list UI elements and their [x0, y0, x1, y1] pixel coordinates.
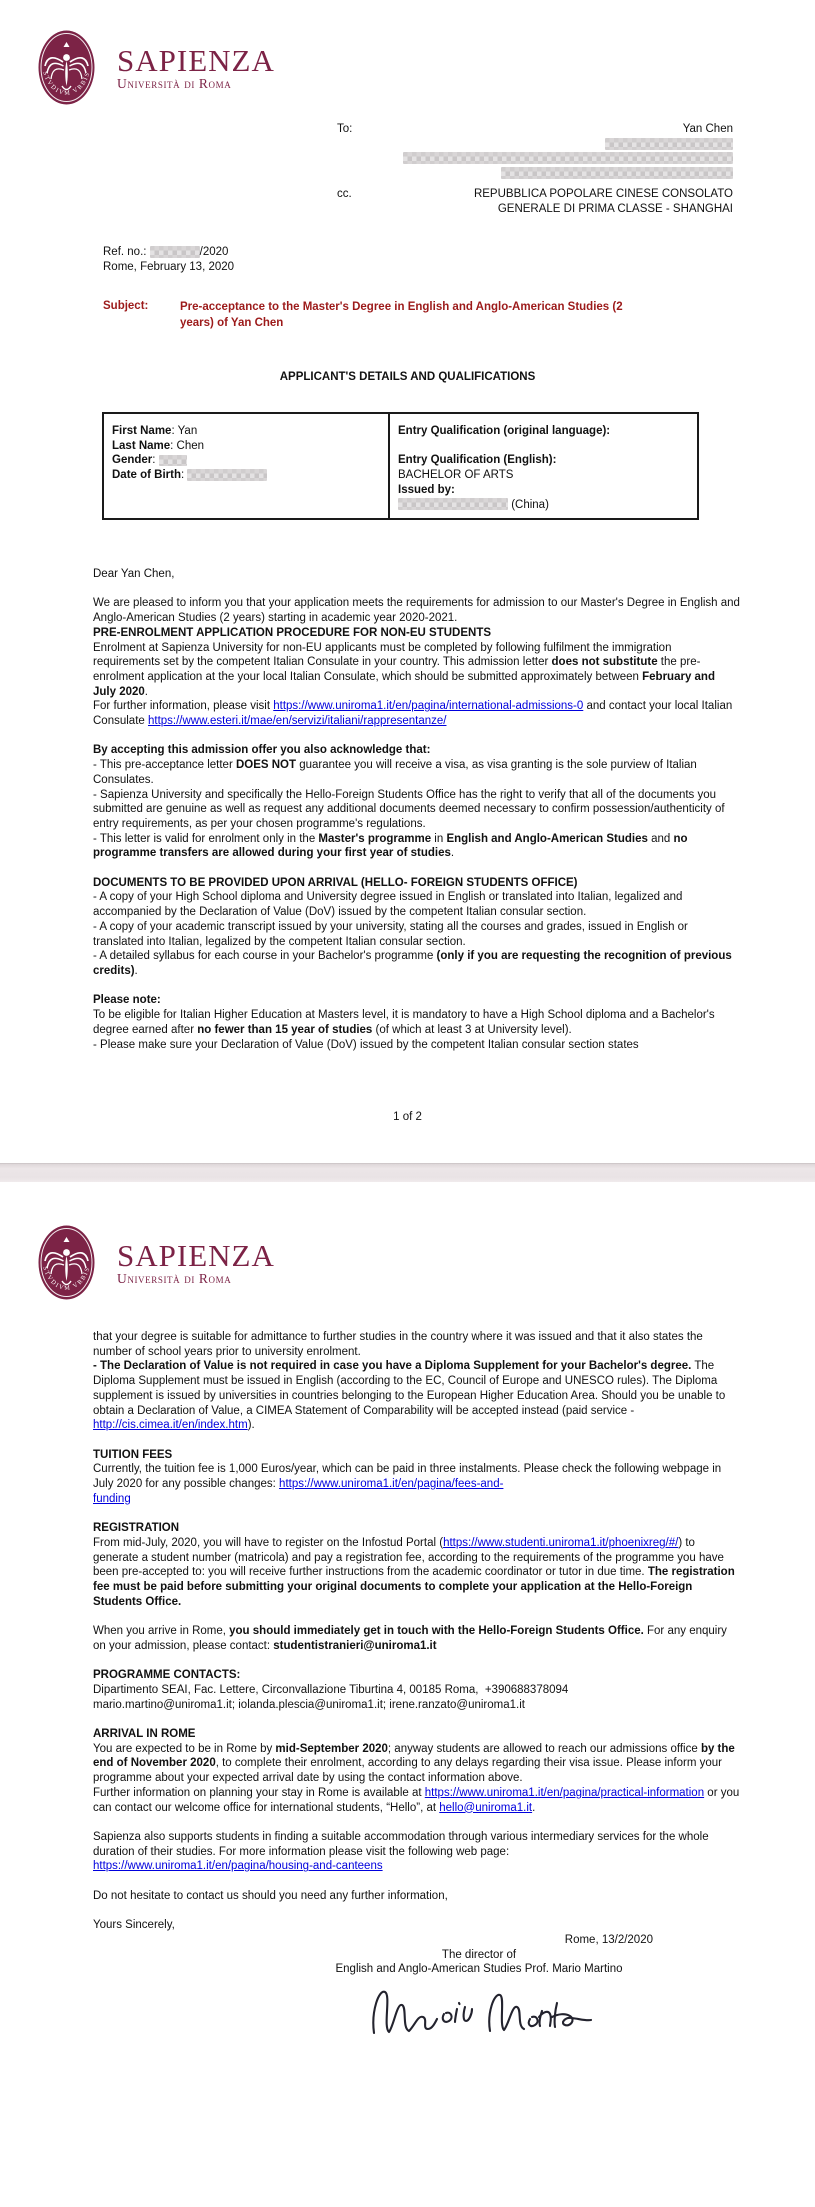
text-segment: no programme transfers are allowed during your first year of studies — [93, 832, 688, 860]
text-segment: does not substitute — [551, 656, 658, 669]
redacted-text — [605, 138, 733, 150]
cc-line: GENERALE DI PRIMA CLASSE - SHANGHAI — [497, 202, 733, 215]
sapienza-wordmark — [117, 43, 275, 91]
paragraph — [398, 483, 689, 498]
redacted-address — [385, 137, 733, 181]
paragraph — [112, 439, 380, 454]
paragraph — [93, 1038, 741, 1053]
text-segment: : Chen — [170, 439, 205, 452]
paragraph — [93, 1448, 741, 1463]
text-segment: : Yan — [171, 425, 198, 437]
text-segment: by the end of November 2020 — [93, 1742, 735, 1770]
text-segment: - This letter is valid for enrolment only in the — [93, 832, 319, 845]
hyperlink[interactable]: https://www.studenti.uniroma1.it/phoenixreg/#/ — [443, 1536, 679, 1549]
director-line: The director of — [441, 1948, 517, 1961]
text-segment: or you can contact our welcome office for international students, “Hello”, at — [93, 1786, 740, 1814]
paragraph — [93, 1859, 741, 1874]
text-segment: guarantee you will receive a visa, as visa granting is the sole purview of Italian Consulates. — [93, 759, 697, 786]
cc-label: cc. — [337, 187, 352, 200]
text-segment: BACHELOR OF ARTS — [398, 469, 514, 482]
redacted-text — [187, 469, 267, 481]
sapienza-logo — [38, 30, 275, 105]
blank-line — [93, 1712, 741, 1727]
text-segment: Entry Qualification (English): — [398, 454, 557, 467]
wordmark-main: SAPIENZA — [117, 43, 275, 78]
text-segment: The registration fee must be paid before submitting your original documents to complete your application at the Hello-Foreign Students Office. — [93, 1566, 735, 1608]
to-label: To: — [337, 123, 353, 135]
paragraph — [93, 788, 741, 832]
paragraph — [93, 1918, 741, 1933]
text-segment: When you arrive in Rome, — [93, 1625, 230, 1638]
text-segment: - A copy of your academic transcript issued by your university, stating all the courses and grades, issued in English or translated into Italian, legalized by the competent Italian consular section. — [93, 920, 688, 948]
paragraph — [93, 1536, 741, 1610]
wordmark-subtitle: Università di Roma — [117, 1271, 232, 1286]
text-segment: Further information on planning your stay in Rome is available at — [93, 1786, 425, 1799]
text-segment: The Diploma Supplement must be issued in English (according to the EC, Council of Europe and UNESCO rules). The Diploma supplement is issued by universities in countries belonging to the European Higher Education Area. Should you be unable to obtain a Declaration of Value, a CIMEA Statement of Comparability will be accepted instead (paid service - — [93, 1360, 726, 1417]
paragraph — [93, 596, 741, 625]
text-segment: - This pre-acceptance letter — [93, 759, 236, 772]
text-segment: Entry Qualification (original language): — [398, 425, 611, 437]
paragraph — [93, 1008, 741, 1037]
date-line: Rome, February 13, 2020 — [103, 260, 235, 273]
text-segment: the pre-enrolment application at the your local Italian Consulate, which should be submitted approximately between — [93, 656, 701, 683]
text-segment: . — [450, 847, 455, 860]
blank-line — [93, 582, 741, 597]
redacted-text — [398, 498, 508, 510]
emblem-motto: STVDIVM VRBIS — [41, 70, 92, 97]
blank-line — [93, 979, 741, 994]
paragraph — [93, 876, 741, 891]
redacted-address-line — [385, 137, 733, 152]
text-segment: For any enquiry on your admission, please contact: — [93, 1625, 727, 1652]
text-segment: : — [181, 469, 188, 482]
paragraph — [93, 920, 741, 949]
text-segment: ). — [247, 1419, 255, 1432]
redacted-address-line — [385, 151, 733, 166]
paragraph — [93, 1683, 741, 1698]
redacted-address-line — [385, 166, 733, 181]
text-segment: Gender — [112, 454, 153, 467]
blank-line — [93, 729, 741, 744]
page2-paragraphs — [93, 1330, 741, 1933]
table-cell-personal — [104, 414, 390, 518]
text-segment: PROGRAMME CONTACTS: — [93, 1669, 241, 1682]
hyperlink[interactable]: https://www.uniroma1.it/en/pagina/fees-and- — [279, 1478, 504, 1491]
text-segment: Date of Birth — [112, 469, 181, 482]
page-separator — [0, 1163, 815, 1182]
paragraph — [93, 758, 741, 787]
cc-row — [337, 187, 733, 216]
subject-row — [103, 300, 635, 331]
text-segment: - A copy of your High School diploma and University degree issued in English or translated into Italian, legalized and accompanied by the Declaration of Value (DoV) issued by the competent Italian consular section. — [93, 891, 683, 919]
wordmark-subtitle: Università di Roma — [117, 76, 232, 91]
hyperlink[interactable]: hello@uniroma1.it — [439, 1801, 533, 1814]
text-segment: (of which at least 3 at University level). — [372, 1023, 572, 1036]
text-segment: Sapienza also supports students in finding a suitable accommodation through various intermediary services for the whole duration of their studies. For more information please visit the following web page: — [93, 1830, 709, 1858]
signature — [217, 1981, 741, 2046]
text-segment: - The Declaration of Value is not required in case you have a Diploma Supplement for your Bachelor's degree. — [93, 1360, 692, 1373]
text-segment: , to complete their enrolment, according to any delays regarding their visa issue. Please inform your programme about your expected arrival date by using the contact information above. — [93, 1757, 722, 1785]
blank-line — [93, 1433, 741, 1448]
text-segment: Master's programme — [318, 832, 432, 845]
text-segment: mid-September 2020 — [275, 1742, 388, 1755]
applicant-details-heading: APPLICANT'S DETAILS AND QUALIFICATIONS — [279, 371, 536, 383]
text-segment: From mid-July, 2020, you will have to register on the Infostud Portal ( — [93, 1536, 444, 1549]
subject-text: Pre-acceptance to the Master's Degree in English and Anglo-American Studies (2 years) of Yan Chen — [180, 301, 623, 329]
text-segment: /2020 — [199, 246, 229, 258]
paragraph — [93, 1330, 741, 1359]
wordmark-main: SAPIENZA — [117, 1238, 275, 1273]
text-segment: English and Anglo-American Studies — [446, 832, 648, 845]
redacted-text — [150, 246, 200, 258]
paragraph — [93, 1889, 741, 1904]
text-segment: February and July 2020 — [93, 670, 715, 698]
hyperlink[interactable]: funding — [93, 1492, 131, 1505]
text-segment: Currently, the tuition fee is 1,000 Euros/year, which can be paid in three instalments. Please check the following webpage in July 2020 for any possible changes: — [93, 1463, 722, 1491]
recipient-block — [337, 122, 733, 216]
paragraph — [93, 890, 741, 919]
hyperlink[interactable]: https://www.uniroma1.it/en/pagina/practical-information — [424, 1786, 705, 1799]
paragraph — [93, 1786, 741, 1815]
text-segment: and — [647, 832, 674, 845]
cc-line: REPUBBLICA POPOLARE CINESE CONSOLATO — [473, 187, 733, 200]
blank-line — [93, 1815, 741, 1830]
text-segment: . — [134, 964, 138, 977]
closing-date: Rome, 13/2/2020 — [564, 1933, 653, 1946]
text-segment: You are expected to be in Rome by — [93, 1742, 276, 1755]
text-segment: . — [532, 1801, 536, 1814]
text-segment: Dipartimento SEAI, Fac. Lettere, Circonvallazione Tiburtina 4, 00185 Roma, +390688378094 — [93, 1683, 569, 1696]
page-2 — [0, 1182, 815, 2207]
paragraph — [93, 641, 741, 700]
paragraph — [93, 699, 741, 728]
text-segment: : — [152, 454, 159, 467]
paragraph — [398, 424, 689, 439]
ref-number-line — [103, 245, 234, 260]
text-segment: TUITION FEES — [93, 1448, 173, 1461]
to-row — [337, 122, 733, 181]
text-segment: Yours Sincerely, — [93, 1919, 175, 1932]
paragraph — [93, 949, 741, 978]
closing-block — [93, 1933, 741, 2046]
text-segment: you should immediately get in touch with the Hello-Foreign Students Office. — [229, 1625, 644, 1638]
sapienza-emblem-icon — [38, 1225, 95, 1300]
text-segment: DOES NOT — [235, 759, 297, 772]
text-segment: (only if you are requesting the recognition of previous credits) — [93, 950, 732, 977]
reference-block — [103, 245, 234, 274]
paragraph — [93, 1698, 741, 1713]
paragraph — [93, 1462, 741, 1506]
text-segment: Ref. no.: — [103, 246, 150, 258]
blank-line — [93, 1903, 741, 1918]
blank-line — [398, 439, 689, 454]
text-segment: Enrolment at Sapienza University for non-EU applicants must be completed by following fulfilment the immigration requirements set by the competent Italian Consulate in your country. This admission letter — [93, 641, 672, 669]
page1-body — [93, 567, 741, 1052]
hyperlink[interactable]: https://www.esteri.it/mae/en/servizi/italiani/rappresentanze/ — [147, 715, 447, 728]
text-segment: PRE-ENROLMENT APPLICATION PROCEDURE FOR NON-EU STUDENTS — [93, 626, 492, 639]
blank-line — [93, 1874, 741, 1889]
text-segment: . — [144, 685, 148, 698]
text-segment: First Name — [112, 425, 172, 437]
hyperlink[interactable]: https://www.uniroma1.it/en/pagina/international-admissions-0 — [273, 700, 584, 713]
page2-body — [93, 1330, 741, 2046]
paragraph — [398, 498, 689, 513]
signature-icon — [362, 1981, 597, 2043]
director-line: English and Anglo-American Studies Prof. Mario Martino — [335, 1963, 623, 1976]
text-segment: Do not hesitate to contact us should you need any further information, — [93, 1889, 448, 1902]
blank-line — [93, 861, 741, 876]
blank-line — [93, 1609, 741, 1624]
text-segment: DOCUMENTS TO BE PROVIDED UPON ARRIVAL (HELLO- FOREIGN STUDENTS OFFICE) — [93, 876, 578, 889]
text-segment: - A detailed syllabus for each course in your Bachelor's programme — [93, 950, 437, 963]
text-segment: mario.martino@uniroma1.it; iolanda.plescia@uniroma1.it; irene.ranzato@uniroma1.it — [93, 1698, 525, 1711]
text-segment: Issued by: — [398, 483, 455, 496]
subject-label: Subject: — [103, 300, 149, 312]
paragraph — [93, 1668, 741, 1683]
text-segment: studentistranieri@uniroma1.it — [273, 1639, 437, 1652]
text-segment: REGISTRATION — [93, 1522, 180, 1535]
text-segment: Last Name — [112, 439, 171, 452]
paragraph — [112, 424, 380, 439]
paragraph — [398, 453, 689, 468]
paragraph — [93, 743, 741, 758]
paragraph — [93, 1521, 741, 1536]
text-segment: that your degree is suitable for admittance to further studies in the country where it was issued and that it also states the number of school years prior to university enrolment. — [93, 1331, 703, 1358]
redacted-text — [159, 455, 187, 466]
emblem-motto: STVDIVM VRBIS — [41, 1265, 92, 1292]
text-segment: By accepting this admission offer you also acknowledge that: — [93, 744, 431, 757]
redacted-text — [501, 167, 733, 179]
text-segment: For further information, please visit — [93, 700, 274, 713]
paragraph — [398, 468, 689, 483]
paragraph — [112, 453, 380, 468]
text-segment: We are pleased to inform you that your application meets the requirements for admission to our Master's Degree in English and Anglo-American Studies (2 years) starting in academic year 2020-2021. — [93, 597, 740, 625]
page-number: 1 of 2 — [393, 1111, 422, 1123]
paragraph — [93, 1359, 741, 1433]
text-segment: Please note: — [93, 994, 161, 1007]
text-segment: ) to generate a student number (matricola) and pay a registration fee, according to the requirements of the programme you have been pre-accepted to: you will receive further instructions from the academic coordinator or tutor in due time. — [93, 1536, 724, 1579]
paragraph — [93, 1830, 741, 1859]
hyperlink[interactable]: https://www.uniroma1.it/en/pagina/housing-and-canteens — [93, 1860, 383, 1873]
sapienza-logo — [38, 1225, 275, 1300]
redacted-text — [403, 152, 733, 164]
text-segment: in — [431, 832, 447, 845]
text-segment: Dear Yan Chen, — [93, 568, 175, 580]
paragraph — [93, 832, 741, 861]
paragraph — [93, 1624, 741, 1653]
sapienza-wordmark — [117, 1238, 275, 1286]
paragraph — [93, 567, 741, 582]
applicant-details-table — [102, 412, 699, 520]
text-segment: and contact your local Italian Consulate — [93, 700, 733, 728]
sapienza-emblem-icon — [38, 30, 95, 105]
blank-line — [93, 1653, 741, 1668]
paragraph — [93, 993, 741, 1008]
text-segment: (China) — [508, 498, 549, 511]
paragraph — [112, 468, 380, 483]
paragraph — [93, 626, 741, 641]
hyperlink[interactable]: http://cis.cimea.it/en/index.htm — [93, 1419, 248, 1432]
blank-line — [93, 1506, 741, 1521]
table-cell-qualification — [390, 414, 697, 518]
text-segment: - Sapienza University and specifically the Hello-Foreign Students Office has the right to verify that all of the documents you submitted are genuine as well as request any additional documents deemed necessary to confirm possession/authenticity of entry requirements, as per your chosen programme's regulations. — [93, 788, 725, 830]
text-segment: no fewer than 15 year of studies — [197, 1023, 373, 1036]
paragraph — [93, 1742, 741, 1786]
text-segment: To be eligible for Italian Higher Education at Masters level, it is mandatory to have a High School diploma and a Bachelor's degree earned after — [93, 1009, 715, 1036]
recipient-name: Yan Chen — [682, 123, 733, 135]
paragraph — [93, 1727, 741, 1742]
text-segment: ARRIVAL IN ROME — [93, 1727, 196, 1740]
text-segment: ; anyway students are allowed to reach our admissions office — [387, 1742, 701, 1755]
text-segment: - Please make sure your Declaration of Value (DoV) issued by the competent Italian consular section states — [93, 1038, 639, 1051]
